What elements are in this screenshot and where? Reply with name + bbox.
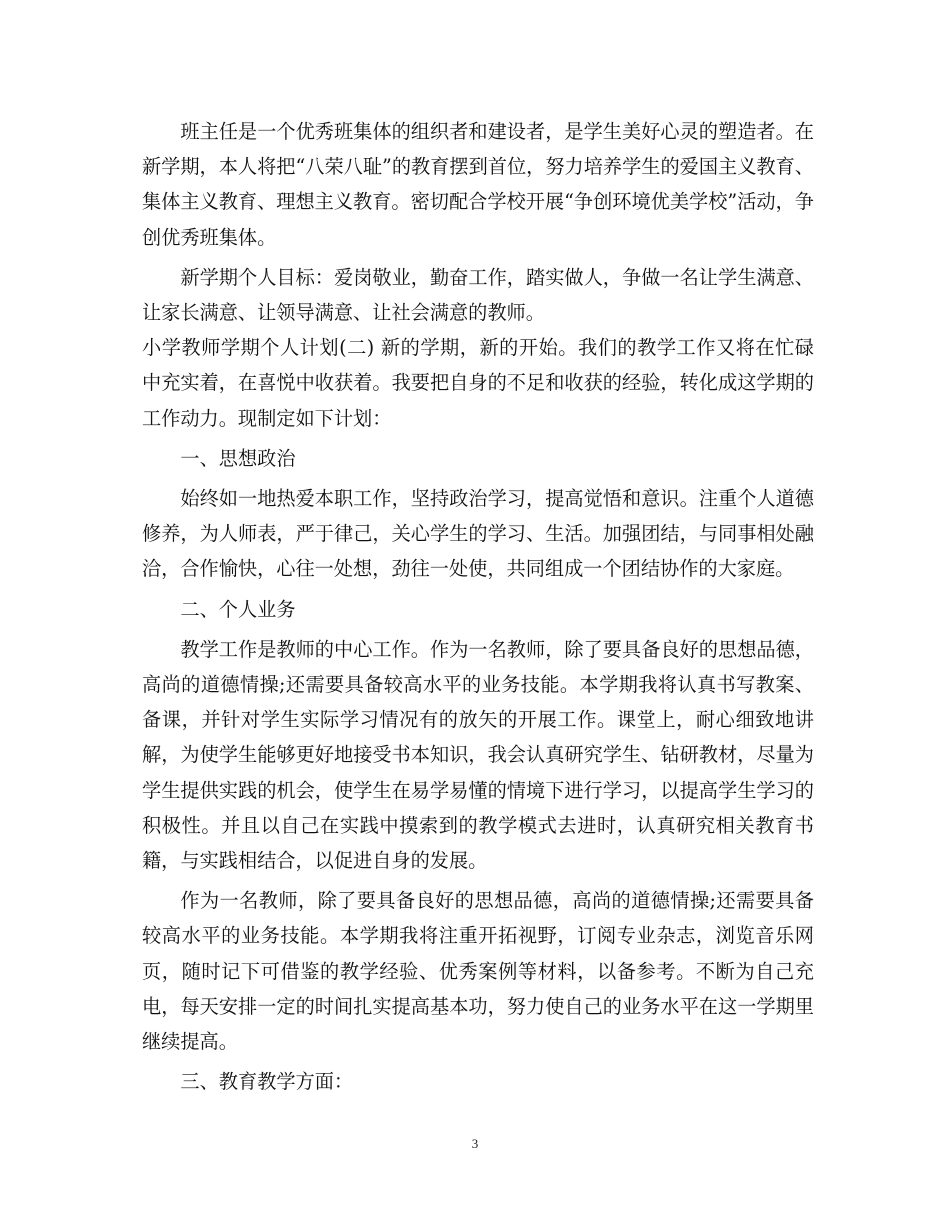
paragraph-politics: 始终如一地热爱本职工作，坚持政治学习，提高觉悟和意识。注重个人道德修养，为人师表，严于律己，关心学生的学习、生活。加强团结，与同事相处融洽，合作愉快，心往一处想，劲往一处使，共同组成一个团结协作的大家庭。: [142, 487, 814, 581]
section-intro-paragraph: [142, 330, 814, 436]
heading-business: 二、个人业务: [180, 597, 296, 621]
paragraph-personal-goal: 新学期个人目标：爱岗敬业，勤奋工作，踏实做人，争做一名让学生满意、让家长满意、让领导满意、让社会满意的教师。: [142, 265, 814, 325]
paragraph-business-1: 教学工作是教师的中心工作。作为一名教师，除了要具备良好的思想品德，高尚的道德情操;还需要具备较高水平的业务技能。本学期我将认真书写教案、备课，并针对学生实际学习情况有的放矢的开展工作。课堂上，耐心细致地讲解，为使学生能够更好地接受书本知识，我会认真研究学生、钻研教材，尽量为学生提供实践的机会，使学生在易学易懂的情境下进行学习，以提高学生学习的积极性。并且以自己在实践中摸索到的教学模式去进时，认真研究相关教育书籍，与实践相结合，以促进自身的发展。: [142, 637, 814, 873]
page-number: 3: [471, 1136, 479, 1151]
heading-teaching: 三、教育教学方面：: [180, 1070, 354, 1094]
paragraph-class-teacher: 班主任是一个优秀班集体的组织者和建设者，是学生美好心灵的塑造者。在新学期，本人将把“八荣八耻”的教育摆到首位，努力培养学生的爱国主义教育、集体主义教育、理想主义教育。密切配合学校开展“争创环境优美学校”活动，争创优秀班集体。: [142, 120, 814, 249]
paragraph-business-2: 作为一名教师，除了要具备良好的思想品德，高尚的道德情操;还需要具备较高水平的业务技能。本学期我将注重开拓视野，订阅专业杂志，浏览音乐网页，随时记下可借鉴的教学经验、优秀案例等材料，以备参考。不断为自己充电，每天安排一定的时间扎实提高基本功，努力使自己的业务水平在这一学期里继续提高。: [142, 889, 814, 1054]
section-title: 小学教师学期个人计划(二): [142, 336, 375, 360]
heading-politics: 一、思想政治: [180, 446, 296, 470]
section-intro-text: 新的学期，新的开始。我们的教学工作又将在忙碌中充实着，在喜悦中收获着。我要把自身的不足和收获的经验，转化成这学期的工作动力。现制定如下计划：: [142, 336, 814, 430]
section-spacer: [374, 336, 381, 359]
document-body: [142, 114, 814, 1099]
